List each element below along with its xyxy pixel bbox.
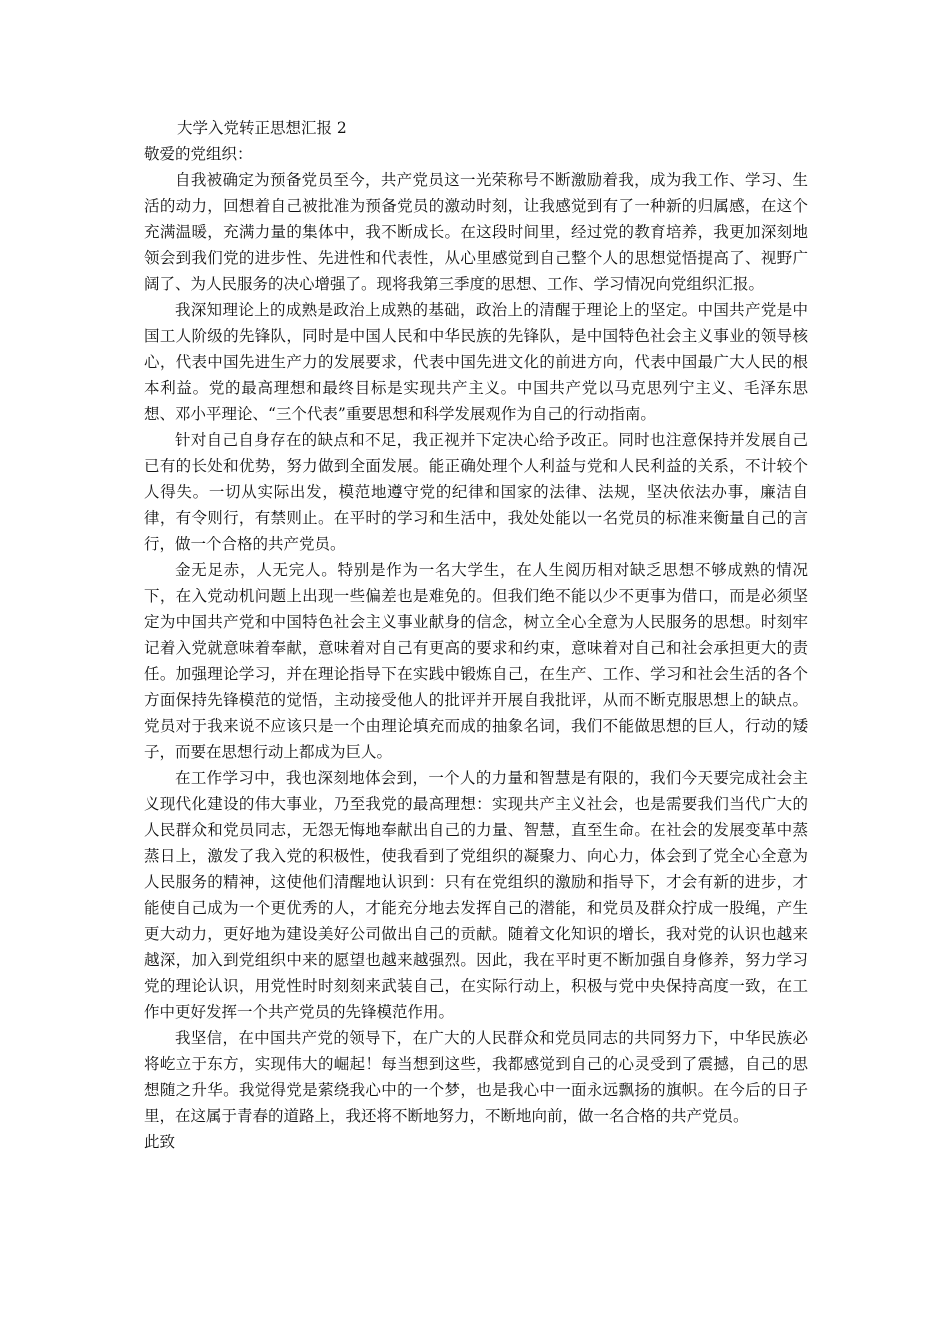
paragraph-1: 自我被确定为预备党员至今，共产党员这一光荣称号不断激励着我，成为我工作、学习、生活的动力，回想着自己被批准为预备党员的激动时刻，让我感觉到有了一种新的归属感，在这个充满温暖，充满力量的集体中，我不断成长。在这段时间里，经过党的教育培养，我更加深刻地领会到我们党的进步性、先进性和代表性，从心里感觉到自己整个人的思想觉悟提高了、视野广阔了、为人民服务的决心增强了。现将我第三季度的思想、工作、学习情况向党组织汇报。 [144,171,808,293]
closing: 此致 [144,1133,176,1151]
paragraph-6: 我坚信，在中国共产党的领导下，在广大的人民群众和党员同志的共同努力下，中华民族必将屹立于东方，实现伟大的崛起！每当想到这些，我都感觉到自己的心灵受到了震撼，自己的思想随之升华。我觉得党是萦绕我心中的一个梦，也是我心中一面永远飘扬的旗帜。在今后的日子里，在这属于青春的道路上，我还将不断地努力，不断地向前，做一名合格的共产党员。 [144,1029,808,1125]
paragraph-5: 在工作学习中，我也深刻地体会到，一个人的力量和智慧是有限的，我们今天要完成社会主义现代化建设的伟大事业，乃至我党的最高理想：实现共产主义社会，也是需要我们当代广大的人民群众和党员同志，无怨无悔地奉献出自己的力量、智慧，直至生命。在社会的发展变革中蒸蒸日上，激发了我入党的积极性，使我看到了党组织的凝聚力、向心力，体会到了党全心全意为人民服务的精神，这使他们清醒地认识到：只有在党组织的激励和指导下，才会有新的进步，才能使自己成为一个更优秀的人，才能充分地去发挥自己的潜能，和党员及群众拧成一股绳，产生更大动力，更好地为建设美好公司做出自己的贡献。随着文化知识的增长，我对党的认识也越来越深，加入到党组织中来的愿望也越来越强烈。因此，我在平时更不断加强自身修养，努力学习党的理论认识，用党性时时刻刻来武装自己，在实际行动上，积极与党中央保持高度一致，在工作中更好发挥一个共产党员的先锋模范作用。 [144,769,808,1021]
paragraph-3: 针对自己自身存在的缺点和不足，我正视并下定决心给予改正。同时也注意保持并发展自己已有的长处和优势，努力做到全面发展。能正确处理个人利益与党和人民利益的关系，不计较个人得失。一切从实际出发，模范地遵守党的纪律和国家的法律、法规，坚决依法办事，廉洁自律，有令则行，有禁则止。在平时的学习和生活中，我处处能以一名党员的标准来衡量自己的言行，做一个合格的共产党员。 [144,431,808,553]
salutation: 敬爱的党组织： [144,145,253,163]
paragraph-2: 我深知理论上的成熟是政治上成熟的基础，政治上的清醒于理论上的坚定。中国共产党是中国工人阶级的先锋队，同时是中国人民和中华民族的先锋队，是中国特色社会主义事业的领导核心，代表中国先进生产力的发展要求，代表中国先进文化的前进方向，代表中国最广大人民的根本利益。党的最高理想和最终目标是实现共产主义。中国共产党以马克思列宁主义、毛泽东思想、邓小平理论、“三个代表”重要思想和科学发展观作为自己的行动指南。 [144,301,808,423]
paragraph-4: 金无足赤，人无完人。特别是作为一名大学生，在人生阅历相对缺乏思想不够成熟的情况下，在入党动机问题上出现一些偏差也是难免的。但我们绝不能以少不更事为借口，而是必须坚定为中国共产党和中国特色社会主义事业献身的信念，树立全心全意为人民服务的思想。时刻牢记着入党就意味着奉献，意味着对自己有更高的要求和约束，意味着对自己和社会承担更大的责任。加强理论学习，并在理论指导下在实践中锻炼自己，在生产、工作、学习和社会生活的各个方面保持先锋模范的觉悟，主动接受他人的批评并开展自我批评，从而不断克服思想上的缺点。党员对于我来说不应该只是一个由理论填充而成的抽象名词，我们不能做思想的巨人，行动的矮子，而要在思想行动上都成为巨人。 [144,561,808,761]
document-title: 大学入党转正思想汇报 2 [177,119,347,137]
document-page [144,115,808,1155]
